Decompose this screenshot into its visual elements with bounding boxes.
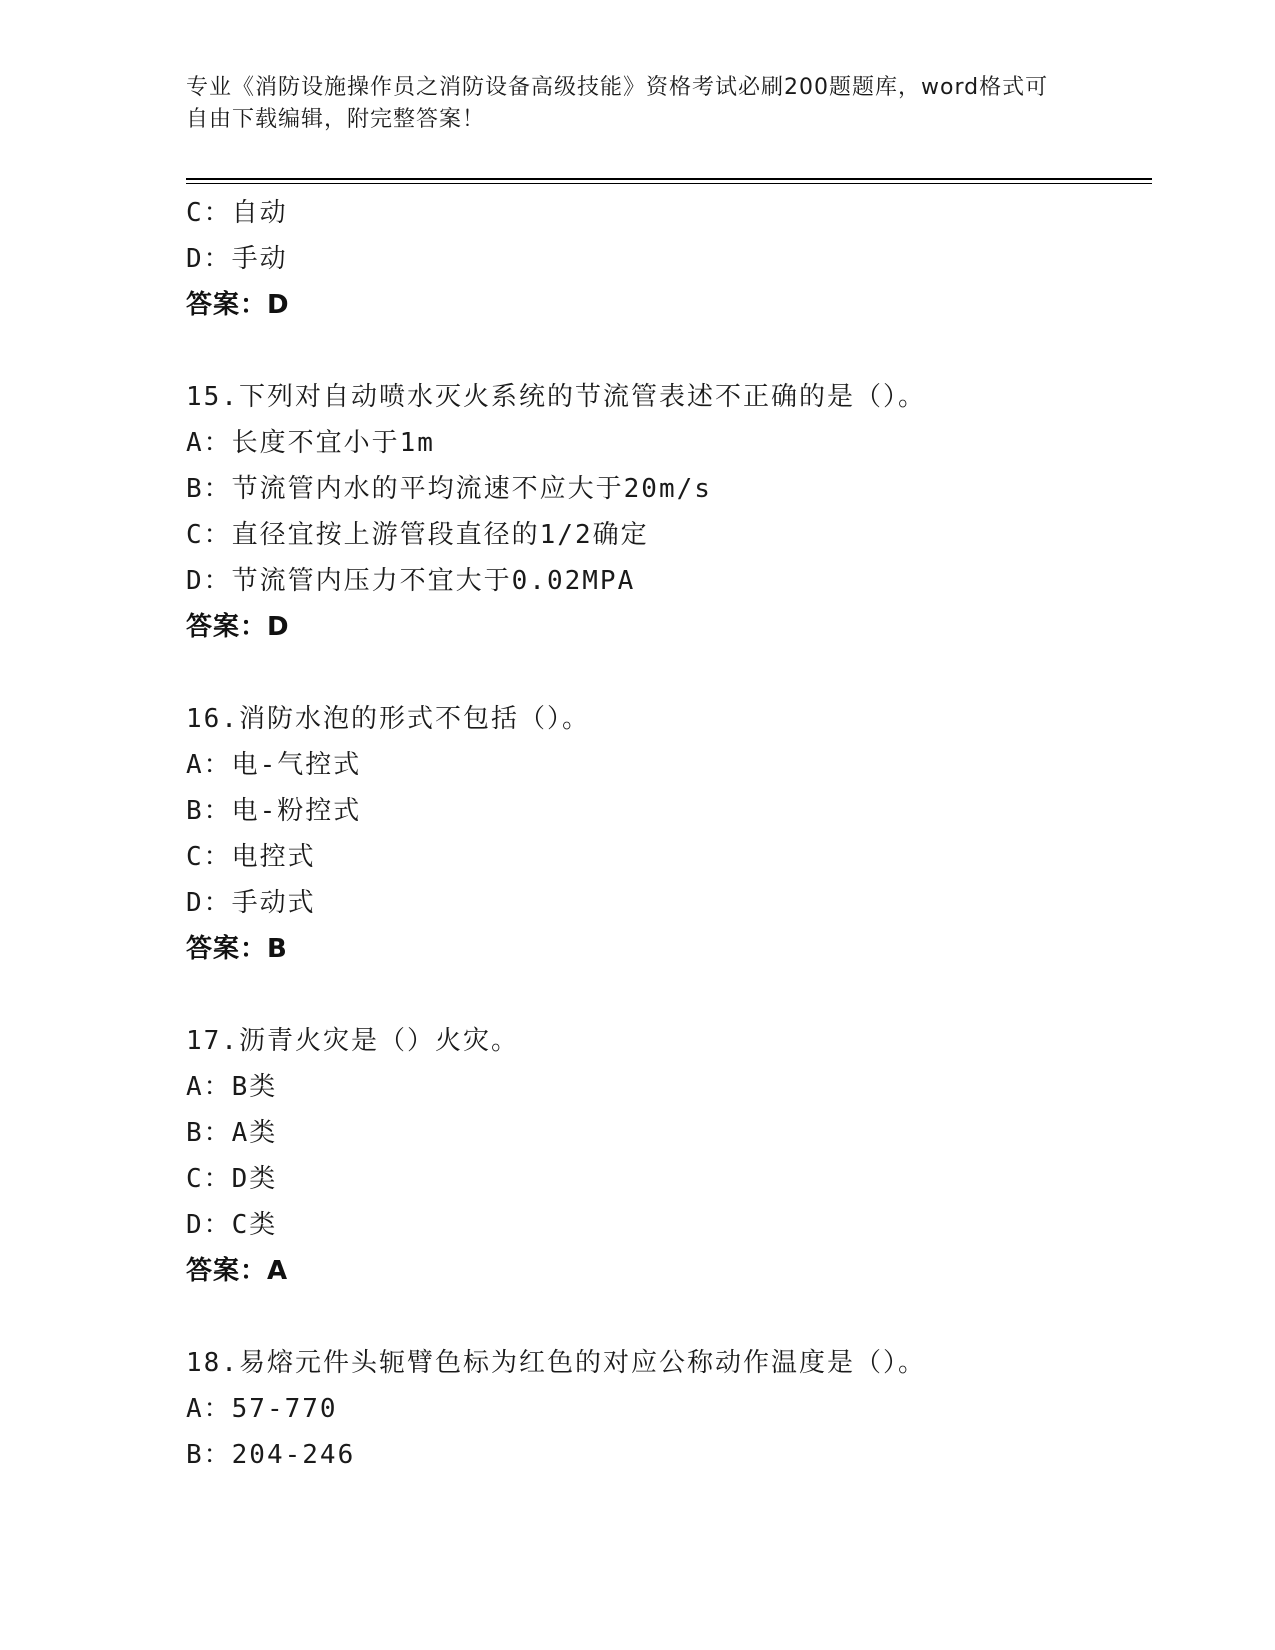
option-b: B：A类 [186, 1118, 278, 1148]
question-list [186, 190, 1146, 1478]
option-d: D：手动式 [186, 888, 316, 918]
option-c: C：直径宜按上游管段直径的1/2确定 [186, 520, 649, 550]
answer-line: 答案：D [186, 290, 290, 320]
option-c: C：自动 [186, 198, 288, 228]
option-a: A：B类 [186, 1072, 278, 1102]
spacer [186, 328, 1146, 374]
spacer [186, 650, 1146, 696]
spacer [186, 1294, 1146, 1340]
answer-line: 答案：D [186, 612, 290, 642]
option-c: C：电控式 [186, 842, 316, 872]
question-stem: 18.易熔元件头轭臂色标为红色的对应公称动作温度是（）。 [186, 1348, 926, 1378]
question-stem: 16.消防水泡的形式不包括（）。 [186, 704, 590, 734]
answer-line: 答案：A [186, 1256, 289, 1286]
answer-line: 答案：B [186, 934, 288, 964]
header-rule-thin [186, 183, 1152, 184]
option-b: B：电-粉控式 [186, 796, 362, 826]
question-stem: 15.下列对自动喷水灭火系统的节流管表述不正确的是（）。 [186, 382, 926, 412]
option-c: C：D类 [186, 1164, 278, 1194]
document-header: 专业《消防设施操作员之消防设备高级技能》资格考试必刷200题题库，word格式可自由下载编辑，附完整答案！ [186, 75, 1049, 132]
option-b: B：节流管内水的平均流速不应大于20m/s [186, 474, 712, 504]
question-stem: 17.沥青火灾是（）火灾。 [186, 1026, 519, 1056]
option-d: D：节流管内压力不宜大于0.02MPA [186, 566, 636, 596]
spacer [186, 972, 1146, 1018]
option-d: D：C类 [186, 1210, 278, 1240]
option-a: A：长度不宜小于1m [186, 428, 435, 458]
option-a: A：电-气控式 [186, 750, 362, 780]
option-b: B：204-246 [186, 1440, 356, 1470]
option-d: D：手动 [186, 244, 288, 274]
header-rule-thick [186, 178, 1152, 180]
option-a: A：57-770 [186, 1394, 338, 1424]
